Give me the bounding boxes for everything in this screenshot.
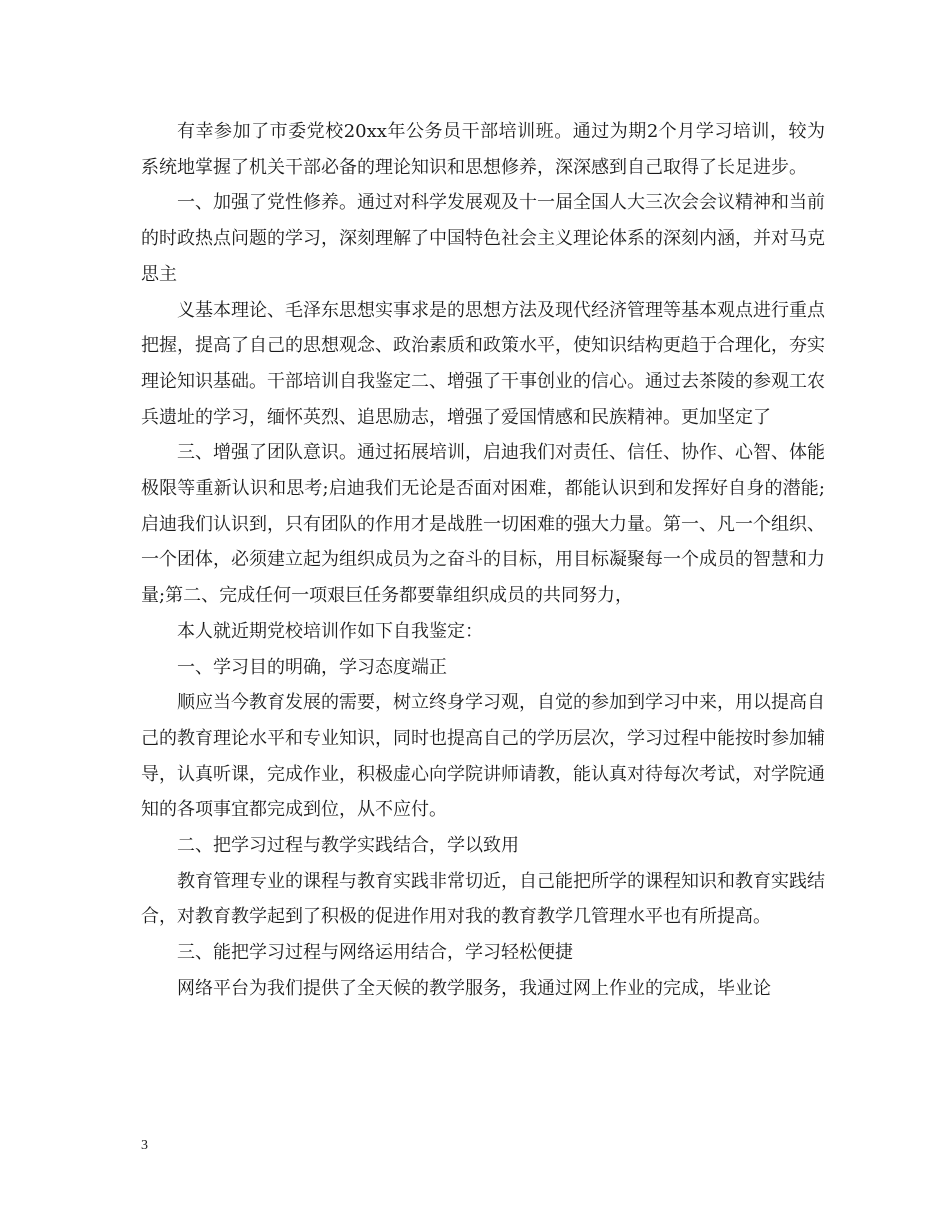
paragraph-party-cultivation: 一、加强了党性修养。通过对科学发展观及十一届全国人大三次会会议精神和当前的时政热点问题的学习，深刻理解了中国特色社会主义理论体系的深刻内涵，并对马克思主 [141,192,825,285]
heading-learning-goal: 一、学习目的明确，学习态度端正 [177,656,447,678]
document-body [141,114,825,1007]
paragraph-team-awareness: 三、增强了团队意识。通过拓展培训，启迪我们对责任、信任、协作、心智、体能极限等重新认识和思考;启迪我们无论是否面对困难，都能认识到和发挥好自身的潜能;启迪我们认识到，只有团队的作用才是战胜一切困难的强大力量。第一、凡一个组织、一个团体，必须建立起为组织成员为之奋斗的目标，用目标凝聚每一个成员的智慧和力量;第二、完成任何一项艰巨任务都要靠组织成员的共同努力， [141,442,825,607]
paragraph-theory-and-confidence: 义基本理论、毛泽东思想实事求是的思想方法及现代经济管理等基本观点进行重点把握，提高了自己的思想观念、政治素质和政策水平，使知识结构更趋于合理化，夯实理论知识基础。干部培训自我鉴定二、增强了干事创业的信心。通过去茶陵的参观工农兵遗址的学习，缅怀英烈、追思励志，增强了爱国情感和民族精神。更加坚定了 [141,299,825,428]
heading-network-learning: 三、能把学习过程与网络运用结合，学习轻松便捷 [177,942,573,964]
paragraph-self-assessment-intro: 本人就近期党校培训作如下自我鉴定： [177,620,483,642]
heading-learning-practice: 二、把学习过程与教学实践结合，学以致用 [177,835,519,857]
paragraph-lifelong-learning: 顺应当今教育发展的需要，树立终身学习观，自觉的参加到学习中来，用以提高自己的教育理论水平和专业知识，同时也提高自己的学历层次，学习过程中能按时参加辅导，认真听课，完成作业，积极虚心向学院讲师请教，能认真对待每次考试，对学院通知的各项事宜都完成到位，从不应付。 [141,692,825,821]
paragraph-network-platform: 网络平台为我们提供了全天候的教学服务，我通过网上作业的完成，毕业论 [177,977,771,999]
paragraph-education-management: 教育管理专业的课程与教育实践非常切近，自己能把所学的课程知识和教育实践结合，对教育教学起到了积极的促进作用对我的教育教学几管理水平也有所提高。 [141,870,825,928]
page-number: 3 [141,1138,148,1153]
paragraph-intro: 有幸参加了市委党校20xx年公务员干部培训班。通过为期2个月学习培训，较为系统地掌握了机关干部必备的理论知识和思想修养，深深感到自己取得了长足进步。 [141,121,825,178]
